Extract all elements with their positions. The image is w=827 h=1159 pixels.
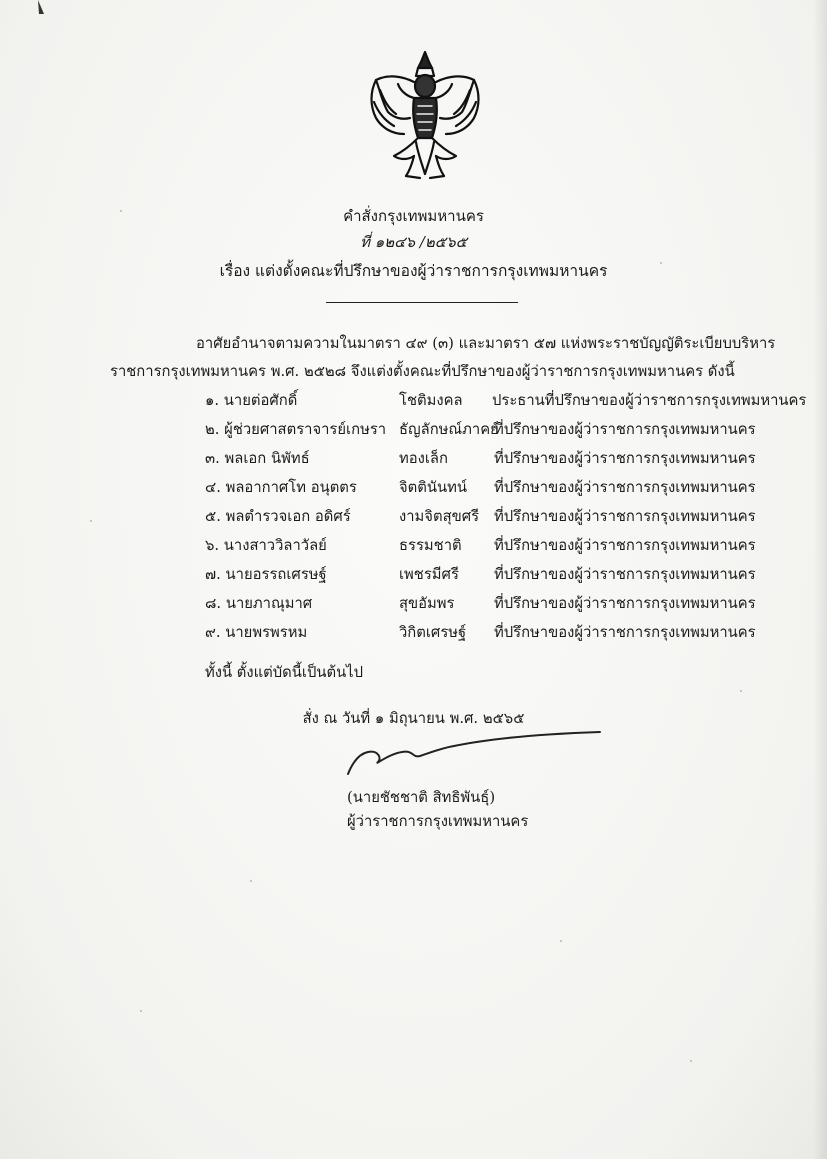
member-surname: วิกิตเศรษฐ์ (399, 624, 467, 641)
paper-speck (250, 880, 252, 882)
member-role: ที่ปรึกษาของผู้ว่าราชการกรุงเทพมหานคร (494, 450, 756, 467)
divider-line (326, 302, 518, 303)
member-role: ที่ปรึกษาของผู้ว่าราชการกรุงเทพมหานคร (494, 508, 756, 525)
preamble-line-1: อาศัยอำนาจตามความในมาตรา ๔๙ (๓) และมาตรา ๕๗ แห่งพระราชบัญญัติระเบียบบริหาร (196, 335, 776, 352)
member-surname: ธัญลักษณ์ภาคย์ (399, 421, 499, 438)
member-surname: เพชรมีศรี (399, 566, 459, 583)
paper-speck (560, 940, 562, 942)
member-name: ๕. พลตำรวจเอก อดิศร์ (205, 508, 351, 525)
list-item (0, 591, 827, 615)
member-role: ที่ปรึกษาของผู้ว่าราชการกรุงเทพมหานคร (494, 595, 756, 612)
member-name: ๑. นายต่อศักดิ์ (205, 392, 298, 409)
order-subject: เรื่อง แต่งตั้งคณะที่ปรึกษาของผู้ว่าราชการกรุงเทพมหานคร (219, 262, 608, 280)
list-item (0, 446, 827, 470)
list-item (0, 620, 827, 644)
paper-speck (90, 520, 92, 522)
member-name: ๗. นายอรรถเศรษฐ์ (205, 566, 327, 583)
signatory-position: ผู้ว่าราชการกรุงเทพมหานคร (347, 813, 529, 830)
member-name: ๘. นายภาณุมาศ (205, 595, 313, 612)
preamble-line-2: ราชการกรุงเทพมหานคร พ.ศ. ๒๕๒๘ จึงแต่งตั้งคณะที่ปรึกษาของผู้ว่าราชการกรุงเทพมหานคร ดังนี้ (110, 363, 735, 380)
member-name: ๒. ผู้ช่วยศาสตราจารย์เกษรา (205, 421, 387, 438)
member-name: ๖. นางสาววิลาวัลย์ (205, 537, 327, 554)
effective-clause: ทั้งนี้ ตั้งแต่บัดนี้เป็นต้นไป (205, 664, 364, 681)
member-name: ๙. นายพรพรหม (205, 624, 308, 641)
member-role: ที่ปรึกษาของผู้ว่าราชการกรุงเทพมหานคร (494, 479, 756, 496)
member-surname: โชติมงคล (399, 392, 463, 409)
member-surname: งามจิตสุขศรี (399, 508, 480, 525)
handwritten-signature (342, 724, 604, 780)
paper-speck (690, 1060, 692, 1062)
order-number: ที่ ๑๒๔๖ /๒๕๖๕ (360, 233, 467, 251)
paper-speck (740, 690, 742, 692)
member-role: ที่ปรึกษาของผู้ว่าราชการกรุงเทพมหานคร (494, 624, 756, 641)
member-role: ที่ปรึกษาของผู้ว่าราชการกรุงเทพมหานคร (494, 566, 756, 583)
list-item (0, 417, 827, 441)
member-surname: ทองเล็ก (399, 450, 448, 467)
list-item (0, 504, 827, 528)
member-surname: จิตตินันทน์ (399, 479, 467, 496)
list-item (0, 562, 827, 586)
list-item (0, 388, 827, 412)
paper-speck (140, 1010, 142, 1012)
order-date: สั่ง ณ วันที่ ๑ มิถุนายน พ.ศ. ๒๕๖๕ (302, 710, 525, 727)
member-role: ที่ปรึกษาของผู้ว่าราชการกรุงเทพมหานคร (494, 537, 756, 554)
member-role: ที่ปรึกษาของผู้ว่าราชการกรุงเทพมหานคร (494, 421, 756, 438)
member-name: ๓. พลเอก นิพัทธ์ (205, 450, 310, 467)
signatory-name: (นายชัชชาติ สิทธิพันธุ์) (347, 789, 496, 806)
member-role: ประธานที่ปรึกษาของผู้ว่าราชการกรุงเทพมหานคร (492, 392, 807, 409)
member-surname: สุขอัมพร (399, 595, 455, 612)
paper-speck (660, 262, 662, 264)
garuda-emblem-icon (366, 46, 484, 182)
member-surname: ธรรมชาติ (399, 537, 462, 554)
paper-speck (120, 210, 122, 212)
member-name: ๔. พลอากาศโท อนุตตร (205, 479, 357, 496)
list-item (0, 533, 827, 557)
list-item (0, 475, 827, 499)
corner-fold-icon (36, 0, 46, 16)
order-title: คำสั่งกรุงเทพมหานคร (343, 207, 484, 225)
